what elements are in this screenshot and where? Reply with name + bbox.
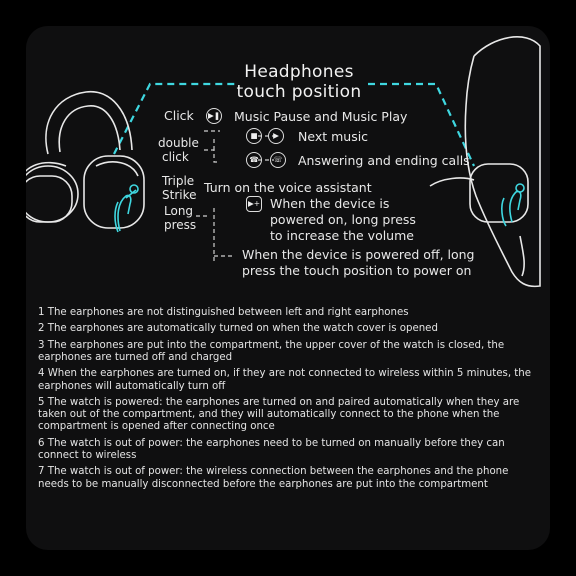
action-power bbox=[242, 247, 475, 279]
gesture-long-line-2: press bbox=[164, 218, 197, 232]
gesture-double-line-1: double bbox=[158, 136, 199, 150]
note-item: 6 The watch is out of power: the earphones need to be turned on manually before they can connect to wireless bbox=[38, 437, 505, 461]
gesture-triple-line-1: Triple bbox=[162, 174, 195, 188]
usage-notes bbox=[38, 307, 538, 495]
title-line-2: touch position bbox=[236, 82, 362, 102]
action-voice: Turn on the voice assistant bbox=[204, 180, 372, 195]
action-music: Music Pause and Music Play bbox=[234, 109, 408, 124]
action-power-line-1: When the device is powered off, long bbox=[242, 247, 475, 262]
gesture-long-press-label bbox=[164, 204, 196, 232]
note-item: 3 The earphones are put into the compartment, the upper cover of the watch is closed, the earphones are turned off and charged bbox=[38, 339, 505, 363]
action-volume-line-2: powered on, long press bbox=[270, 212, 416, 227]
left-hand-gesture bbox=[115, 185, 138, 232]
action-next: Next music bbox=[298, 129, 369, 144]
play-pause-icon: ▶❚ bbox=[206, 108, 222, 124]
action-power-line-2: press the touch position to power on bbox=[242, 263, 472, 278]
gesture-long-line-1: Long bbox=[164, 204, 194, 218]
answer-call-icon: ☎ bbox=[246, 152, 262, 168]
volume-icon: ▶+ bbox=[246, 196, 262, 212]
note-item: 1 The earphones are not distinguished between left and right earphones bbox=[38, 307, 409, 318]
action-volume bbox=[270, 196, 416, 244]
next-icon: ▶ bbox=[268, 128, 284, 144]
page-title bbox=[222, 62, 376, 102]
note-item: 2 The earphones are automatically turned on when the watch cover is opened bbox=[38, 323, 438, 335]
over-ear-headphone-drawing bbox=[26, 92, 144, 228]
note-item: 5 The watch is powered: the earphones are turned on and paired automatically when they are taken out of the compartment, and they will automatically connect to the phone when the compartment is opened after connecting once bbox=[38, 396, 520, 433]
title-line-1: Headphones bbox=[244, 62, 354, 82]
action-volume-line-1: When the device is bbox=[270, 196, 390, 211]
gesture-click-label: Click bbox=[164, 108, 194, 123]
action-calls: Answering and ending calls bbox=[298, 153, 470, 168]
note-item: 7 The watch is out of power: the wireless connection between the earphones and the phone needs to be manually disconnected before the earphones are put into the compartment bbox=[38, 466, 509, 490]
action-volume-line-3: to increase the volume bbox=[270, 228, 414, 243]
gesture-triple-strike-label bbox=[162, 174, 197, 202]
stop-icon: ■ bbox=[246, 128, 262, 144]
gesture-connectors bbox=[196, 131, 274, 262]
end-call-icon: ☏ bbox=[270, 152, 286, 168]
right-hand-gesture bbox=[502, 184, 524, 226]
gesture-double-click-label bbox=[158, 136, 199, 164]
gesture-double-line-2: click bbox=[162, 150, 189, 164]
note-item: 4 When the earphones are turned on, if they are not connected to wireless within 5 minutes, the earphones will automatically turn off bbox=[38, 368, 532, 392]
gesture-triple-line-2: Strike bbox=[162, 188, 197, 202]
